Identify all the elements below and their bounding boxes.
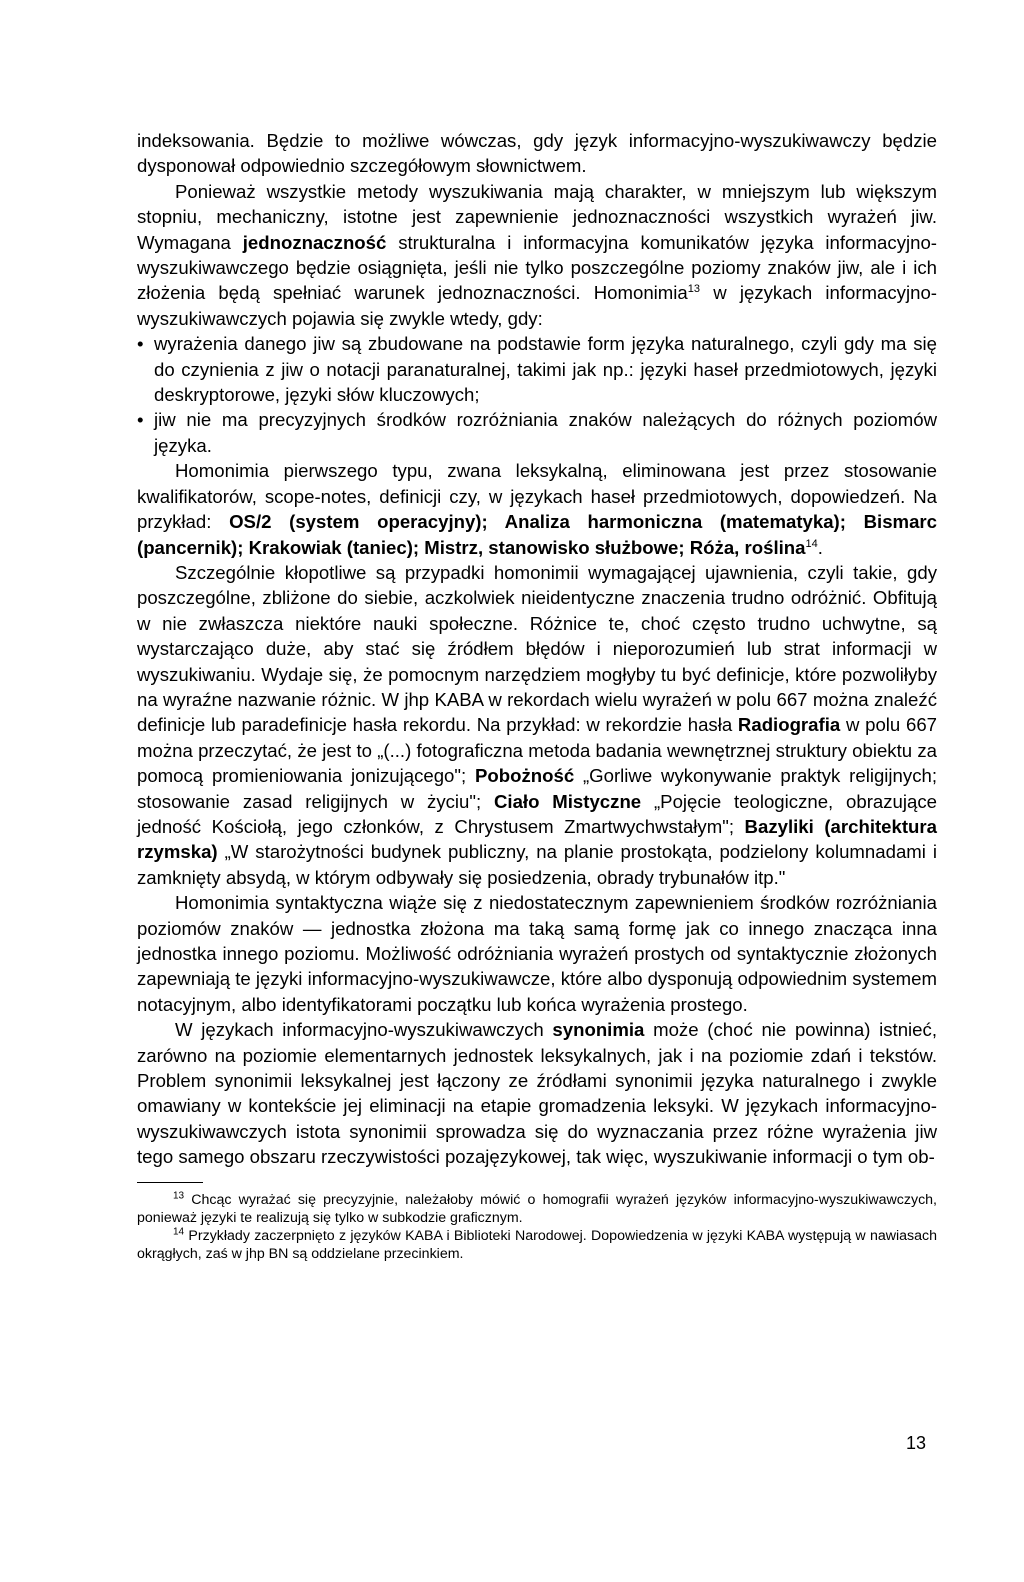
- text-span: W językach informacyjno-wyszukiwawczych: [175, 1019, 553, 1041]
- text-span: Homonimia pierwszego typu, zwana leksykalną, eliminowana jest przez stosowanie kwalifikatorów, scope-notes, definicji czy, w językach haseł przedmiotowych, dopowiedzeń. Na przykład:: [137, 460, 937, 533]
- main-text: [137, 128, 937, 1263]
- bold-examples: OS/2 (system operacyjny); Analiza harmoniczna (matematyka); Bismarc (pancernik); Krakowiak (taniec); Mistrz, stanowisko służbowe; Róża, roślina: [137, 511, 937, 558]
- footnote-ref: 13: [687, 283, 701, 296]
- text-span: „Pojęcie teologiczne, obrazujące jedność Kościołą, jego członków, z Chrystusem Zmartwychwstałym";: [137, 790, 937, 837]
- bold-term: jednoznaczność: [242, 231, 387, 253]
- text-span: „W starożytności budynek publiczny, na planie prostokąta, podzielony kolumnadami i zamknięty absydą, w którym odbywały się posiedzenia, obrady trybunałów itp.": [137, 841, 937, 888]
- page-number: 13: [906, 1433, 927, 1453]
- text-span: Szczególnie kłopotliwe są przypadki homonimii wymagającej ujawnienia, czyli takie, gdy poszczególne, zbliżone do siebie, aczkolwiek nieidentyczne znaczenia trudno odróżnić. Obfitują w nie zwłaszcza niektóre nauki społeczne. Różnice te, choć często trudno uchwytne, są wystarczająco duże, aby stać się źródłem błędów i nieporozumień lub strat informacji w wyszukiwaniu. Wydaje się, że pomocnym narzędziem mogłyby tu być definicje, które pozwoliłyby na wyraźne nazwanie różnic. W jhp KABA w rekordach wielu wyrażeń w polu 667 można znaleźć definicje lub paradefinicje hasła rekordu. Na przykład: w rekordzie hasła: [137, 561, 937, 736]
- footnote-mark: 13: [173, 1189, 185, 1201]
- footnote-text: Przykłady zaczerpnięto z języków KABA i Biblioteki Narodowej. Dopowiedzenia w języki KABA występują w nawiasach okrągłych, zaś w jhp BN są oddzielane przecinkiem.: [137, 1227, 937, 1262]
- bold-term: Bazyliki (architektura rzymska): [137, 815, 937, 863]
- text-span: Homonimia syntaktyczna wiąże się z niedostatecznym zapewnieniem środków rozróżniania poziomów znaków — jednostka złożona ma taką samą formę jak co innego znacząca inna jednostka innego poziomu. Możliwość odróżniania wyrażeń prostych od syntaktycznie złożonych zapewniają te języki informacyjno-wyszukiwawcze, które albo dysponują odpowiednim systemem notacyjnym, albo identyfikatorami początku lub końca wyrażenia prostego.: [137, 892, 937, 1015]
- paragraph-1: [137, 128, 937, 179]
- footnote-mark: 14: [173, 1225, 185, 1237]
- paragraph-6: [137, 1017, 937, 1169]
- bold-term: Pobożność: [474, 765, 575, 787]
- paragraph-4: [137, 560, 937, 890]
- bullet-item: [137, 407, 937, 458]
- footnotes: [137, 1191, 937, 1263]
- footnote-text: Chcąc wyrażać się precyzyjnie, należałoby mówić o homografii wyrażeń języków informacyjno-wyszukiwawczych, ponieważ języki te realizują się tylko w subkodzie graficznym.: [137, 1191, 937, 1226]
- bold-term: Ciało Mistyczne: [494, 790, 642, 812]
- footnote-divider: [137, 1182, 203, 1183]
- bullet-item: [137, 331, 937, 407]
- text-span: może (choć nie powinna) istnieć, zarówno na poziomie elementarnych jednostek leksykalnych, jak i na poziomie zdań i tekstów. Problem synonimii leksykalnej jest łączony ze źródłami synonimii języka naturalnego i zwykle omawiany w kontekście jej eliminacji na etapie gromadzenia leksyki. W językach informacyjno-wyszukiwawczych istota synonimii sprowadza się do wyznaczania przez różne wyrażenia jiw tego samego obszaru rzeczywistości pozajęzykowej, tak więc, wyszukiwanie informacji o tym ob-: [137, 1019, 937, 1168]
- bold-term: synonimia: [552, 1019, 645, 1041]
- text-span: indeksowania. Będzie to możliwe wówczas, gdy język informacyjno-wyszukiwawczy będzie dysponował odpowiednio szczegółowym słownictwem.: [137, 130, 937, 177]
- bullet-icon: •: [137, 409, 144, 431]
- text-span: Ponieważ wszystkie metody wyszukiwania mają charakter, w mniejszym lub większym stopniu, mechaniczny, istotne jest zapewnienie jednoznaczności wszystkich wyrażeń jiw. Wymagana: [137, 180, 937, 253]
- bullet-text: jiw nie ma precyzyjnych środków rozróżniania znaków należących do różnych poziomów języka.: [154, 409, 937, 456]
- bullet-text: wyrażenia danego jiw są zbudowane na podstawie form języka naturalnego, czyli gdy ma się do czynienia z jiw o notacji paranaturalnej, takimi jak np.: języki haseł przedmiotowych, języki deskryptorowe, języki słów kluczowych;: [154, 333, 937, 406]
- paragraph-2: [137, 179, 937, 331]
- bullet-icon: •: [137, 333, 144, 355]
- bold-term: Radiografia: [737, 714, 841, 736]
- footnote-14: [137, 1227, 937, 1263]
- text-span: .: [817, 536, 823, 558]
- paragraph-3: [137, 458, 937, 560]
- text-span: „Gorliwe wykonywanie praktyk religijnych; stosowanie zasad religijnych w życiu";: [137, 765, 937, 812]
- footnote-13: [137, 1191, 937, 1227]
- text-span: strukturalna i informacyjna komunikatów języka informacyjno-wyszukiwawczego będzie osiągnięta, jeśli nie tylko poszczególne poziomy znaków jiw, ale i ich złożenia będą spełniać warunek jednoznaczności. Homonimia: [137, 231, 937, 304]
- footnote-ref: 14: [805, 537, 818, 550]
- text-span: w polu 667 można przeczytać, że jest to „(...) fotograficzna metoda badania wewnętrznej struktury obiektu za pomocą promieniowania jonizującego";: [137, 714, 938, 787]
- paragraph-5: [137, 890, 937, 1017]
- text-span: w językach informacyjno-wyszukiwawczych pojawia się zwykle wtedy, gdy:: [137, 282, 937, 329]
